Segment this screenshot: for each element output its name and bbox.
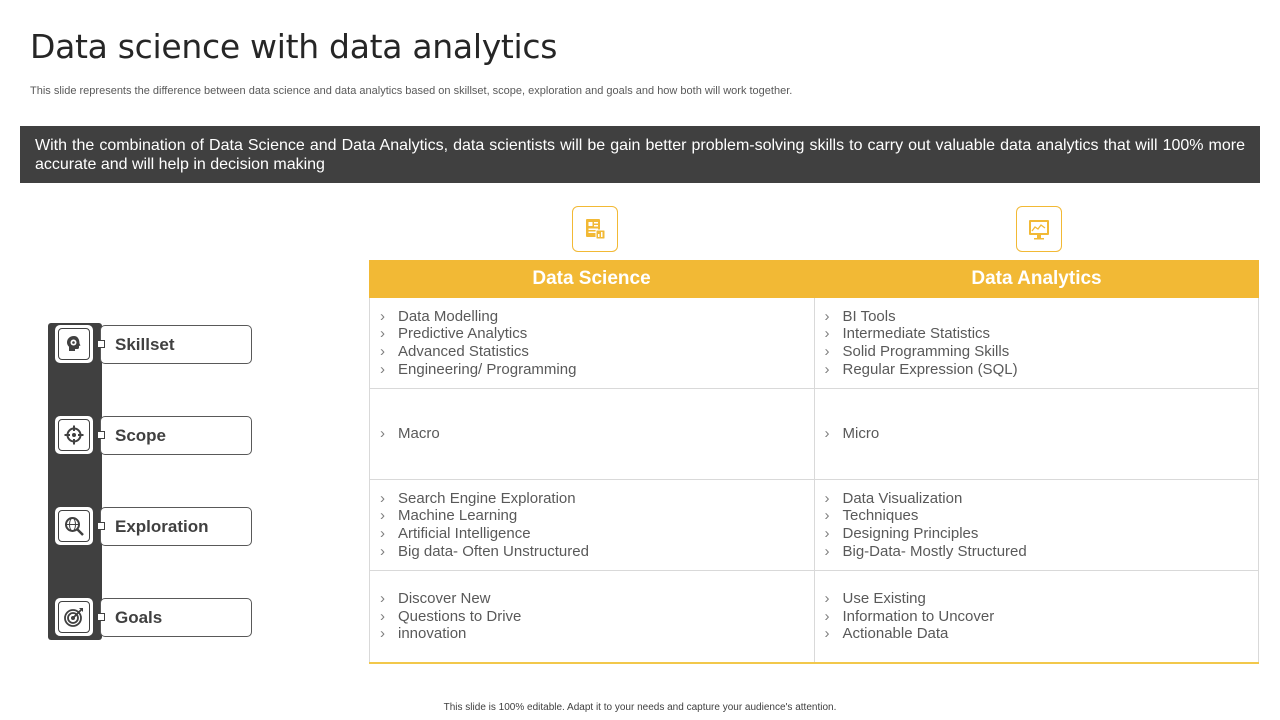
report-document-icon xyxy=(572,206,618,252)
connector-dot xyxy=(97,340,105,348)
list-item xyxy=(825,608,1259,626)
chevron-right-icon: › xyxy=(824,507,830,525)
list-item xyxy=(380,361,814,379)
list-item xyxy=(825,325,1259,343)
label-goals: Goals xyxy=(100,598,252,637)
cell-data-analytics xyxy=(814,389,1260,479)
chevron-right-icon: › xyxy=(824,542,830,560)
list-item-text: Advanced Statistics xyxy=(398,343,529,360)
list-item xyxy=(380,608,814,626)
chevron-right-icon: › xyxy=(380,325,385,343)
list-item xyxy=(825,308,1259,326)
list-item xyxy=(380,507,814,525)
chevron-right-icon: › xyxy=(824,607,830,625)
list-item xyxy=(380,325,814,343)
list-item-text: Solid Programming Skills xyxy=(842,343,1010,360)
table-row xyxy=(369,389,1259,480)
brain-gear-icon xyxy=(55,325,93,363)
chevron-right-icon: › xyxy=(380,625,385,643)
list-item-text: Machine Learning xyxy=(398,507,518,525)
cell-data-analytics xyxy=(814,480,1260,570)
header-data-science: Data Science xyxy=(532,268,651,289)
cell-data-analytics xyxy=(814,298,1260,388)
chevron-right-icon: › xyxy=(380,360,385,378)
globe-search-icon xyxy=(55,507,93,545)
target-icon xyxy=(55,598,93,636)
chevron-right-icon: › xyxy=(380,590,385,608)
list-item xyxy=(825,543,1259,561)
cell-data-science xyxy=(369,298,814,388)
connector-dot xyxy=(97,522,105,530)
connector-dot xyxy=(97,613,105,621)
connector-dot xyxy=(97,431,105,439)
list-item xyxy=(825,525,1259,543)
list-item-text: Designing Principles xyxy=(842,525,979,542)
cell-data-science xyxy=(369,571,814,662)
list-item xyxy=(380,425,814,443)
list-item-text: Macro xyxy=(398,425,440,443)
table-row xyxy=(369,571,1259,662)
chevron-right-icon: › xyxy=(824,360,830,378)
cell-data-analytics xyxy=(814,571,1260,662)
chevron-right-icon: › xyxy=(380,525,385,542)
list-item xyxy=(380,590,814,608)
list-item-text: BI Tools xyxy=(842,307,896,325)
list-item xyxy=(380,525,814,543)
table-row xyxy=(369,480,1259,571)
footer-note: This slide is 100% editable. Adapt it to your needs and capture your audience's attention. xyxy=(443,702,837,713)
list-item-text: Data Modelling xyxy=(398,307,499,325)
list-item-text: Data Visualization xyxy=(842,489,963,507)
label-scope: Scope xyxy=(100,416,252,455)
list-item-text: Techniques xyxy=(842,507,919,525)
list-item-text: Information to Uncover xyxy=(842,607,995,625)
list-item xyxy=(380,308,814,326)
chevron-right-icon: › xyxy=(824,525,830,542)
chevron-right-icon: › xyxy=(380,343,385,360)
list-item xyxy=(825,425,1259,443)
label-exploration: Exploration xyxy=(100,507,252,546)
list-item xyxy=(380,543,814,561)
chevron-right-icon: › xyxy=(380,425,385,443)
chevron-right-icon: › xyxy=(380,489,385,507)
label-skillset: Skillset xyxy=(100,325,252,364)
crosshair-icon xyxy=(55,416,93,454)
list-item-text: Questions to Drive xyxy=(398,607,522,625)
list-item-text: Search Engine Exploration xyxy=(398,489,576,507)
header-data-analytics: Data Analytics xyxy=(971,268,1102,289)
chevron-right-icon: › xyxy=(380,507,385,525)
list-item-text: Micro xyxy=(842,425,880,443)
list-item xyxy=(825,625,1259,643)
list-item xyxy=(825,490,1259,508)
list-item xyxy=(380,625,814,643)
chevron-right-icon: › xyxy=(380,607,385,625)
list-item xyxy=(380,343,814,361)
list-item-text: Use Existing xyxy=(842,590,926,608)
list-item-text: Discover New xyxy=(398,590,491,608)
list-item-text: Big data- Often Unstructured xyxy=(398,542,589,560)
list-item xyxy=(825,507,1259,525)
cell-data-science xyxy=(369,389,814,479)
chevron-right-icon: › xyxy=(824,489,830,507)
list-item xyxy=(825,361,1259,379)
comparison-table xyxy=(369,260,1259,664)
table-row xyxy=(369,298,1259,389)
chevron-right-icon: › xyxy=(824,325,830,343)
analytics-monitor-icon xyxy=(1016,206,1062,252)
list-item xyxy=(825,343,1259,361)
page-subtitle: This slide represents the difference between data science and data analytics based on skillset, scope, exploration and goals and how both will work together. xyxy=(30,85,793,97)
list-item-text: innovation xyxy=(398,625,467,643)
chevron-right-icon: › xyxy=(824,625,830,643)
list-item xyxy=(825,590,1259,608)
list-item xyxy=(380,490,814,508)
chevron-right-icon: › xyxy=(824,343,830,360)
chevron-right-icon: › xyxy=(380,542,385,560)
summary-banner: With the combination of Data Science and Data Analytics, data scientists will be gain better problem-solving skills to carry out valuable data analytics that will 100% more accurate and will help in decision making xyxy=(20,126,1260,183)
list-item-text: Regular Expression (SQL) xyxy=(842,360,1018,378)
list-item-text: Actionable Data xyxy=(842,625,949,643)
table-header xyxy=(369,260,1259,298)
page-title: Data science with data analytics xyxy=(30,27,558,66)
list-item-text: Intermediate Statistics xyxy=(842,325,991,343)
chevron-right-icon: › xyxy=(824,590,830,608)
list-item-text: Engineering/ Programming xyxy=(398,360,577,378)
chevron-right-icon: › xyxy=(380,307,385,325)
chevron-right-icon: › xyxy=(824,307,830,325)
list-item-text: Artificial Intelligence xyxy=(398,525,531,542)
chevron-right-icon: › xyxy=(824,425,830,443)
list-item-text: Big-Data- Mostly Structured xyxy=(842,542,1027,560)
category-sidebar xyxy=(48,323,102,640)
list-item-text: Predictive Analytics xyxy=(398,325,528,343)
cell-data-science xyxy=(369,480,814,570)
